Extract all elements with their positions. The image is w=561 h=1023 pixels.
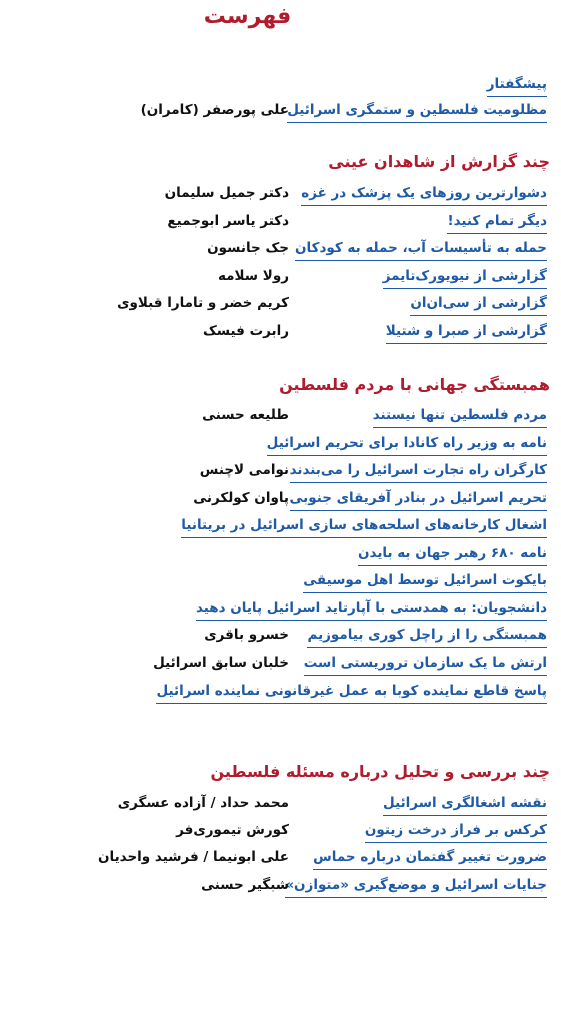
toc-entry [0, 99, 561, 123]
toc-author: پاوان کولکرنی [193, 490, 289, 506]
toc-link[interactable]: نامه به وزیر راه کانادا برای تحریم اسرائیل [267, 432, 547, 456]
toc-link[interactable]: پاسخ قاطع نماینده کوبا به عمل غیرقانونی نماینده اسرائیل [156, 680, 547, 704]
toc-entry [0, 542, 561, 566]
toc-author: طلیعه حسنی [202, 407, 289, 423]
toc-author: کورش تیموری‌فر [176, 822, 289, 838]
toc-author: محمد حداد / آزاده عسگری [117, 795, 289, 811]
toc-entry [0, 652, 561, 676]
toc-entry [0, 237, 561, 261]
toc-link[interactable]: مردم فلسطین تنها نیستند [373, 404, 547, 428]
toc-link[interactable]: جنایات اسرائیل و موضع‌گیری «متوازن» [285, 874, 547, 898]
toc-author: رولا سلامه [218, 268, 289, 284]
section-heading-solidarity: همبستگی جهانی با مردم فلسطین [279, 375, 550, 394]
toc-link[interactable]: کرکس بر فراز درخت زیتون [365, 819, 547, 843]
toc-link[interactable]: حمله به تأسیسات آب، حمله به کودکان [295, 237, 547, 261]
toc-entry [0, 874, 561, 898]
toc-entry [0, 792, 561, 816]
toc-entry [0, 265, 561, 289]
toc-author: علی ابونیما / فرشید واحدیان [97, 849, 289, 865]
toc-link[interactable]: همبستگی را از راچل کوری بیاموزیم [307, 624, 547, 648]
toc-link[interactable]: دشوارترین روزهای یک پزشک در غزه [301, 182, 547, 206]
toc-entry [0, 846, 561, 870]
toc-author: خسرو باقری [204, 627, 289, 643]
toc-author: جک جانسون [207, 240, 289, 256]
toc-entry [0, 73, 561, 97]
toc-link[interactable]: بایکوت اسرائیل توسط اهل موسیقی [303, 569, 547, 593]
toc-link[interactable]: گزارشی از سی‌ان‌ان [410, 292, 547, 316]
page-title: فهرست [203, 4, 292, 29]
toc-link[interactable]: مظلومیت فلسطین و ستمگری اسرائیل [287, 99, 547, 123]
toc-author: خلبان سابق اسرائیل [153, 655, 289, 671]
toc-link[interactable]: دیگر تمام کنید! [447, 210, 547, 234]
section-heading-analysis: چند بررسی و تحلیل درباره مسئله فلسطین [210, 762, 550, 781]
toc-entry [0, 320, 561, 344]
toc-entry [0, 819, 561, 843]
toc-entry [0, 514, 561, 538]
toc-link[interactable]: ارتش ما یک سازمان تروریستی است [304, 652, 547, 676]
toc-link[interactable]: گزارشی از صبرا و شتیلا [386, 320, 547, 344]
toc-entry [0, 487, 561, 511]
toc-author: دکتر جمیل سلیمان [164, 185, 289, 201]
toc-entry [0, 624, 561, 648]
toc-entry [0, 459, 561, 483]
toc-entry [0, 597, 561, 621]
toc-link[interactable]: اشغال کارخانه‌های اسلحه‌های سازی اسرائیل در بریتانیا [181, 514, 547, 538]
toc-author: کریم خضر و تامارا قبلاوی [117, 295, 289, 311]
toc-link[interactable]: ضرورت تغییر گفتمان درباره حماس [313, 846, 547, 870]
toc-entry [0, 569, 561, 593]
toc-link[interactable]: گزارشی از نیویورک‌تایمز [383, 265, 547, 289]
toc-author: نوامی لاچنس [199, 462, 289, 478]
toc-entry [0, 210, 561, 234]
toc-author: علی پورصفر (کامران) [140, 102, 289, 118]
toc-link[interactable]: تحریم اسرائیل در بنادر آفریقای جنوبی [290, 487, 547, 511]
toc-link[interactable]: کارگران راه تجارت اسرائیل را می‌بندند [290, 459, 547, 483]
toc-link[interactable]: دانشجویان: به همدستی با آپارتاید اسرائیل پایان دهید [196, 597, 547, 621]
toc-author: دکتر یاسر ابوجمیع [167, 213, 289, 229]
toc-author: شبگیر حسنی [201, 877, 289, 893]
toc-link-preface[interactable]: پیشگفتار [487, 73, 547, 97]
toc-entry [0, 292, 561, 316]
toc-author: رابرت فیسک [202, 323, 289, 339]
toc-entry [0, 680, 561, 704]
toc-entry [0, 182, 561, 206]
toc-entry [0, 432, 561, 456]
toc-link[interactable]: نامه ۶۸۰ رهبر جهان به بایدن [358, 542, 547, 566]
toc-link[interactable]: نقشه اشغالگری اسرائیل [383, 792, 547, 816]
section-heading-eyewitness: چند گزارش از شاهدان عینی [328, 152, 550, 171]
toc-entry [0, 404, 561, 428]
